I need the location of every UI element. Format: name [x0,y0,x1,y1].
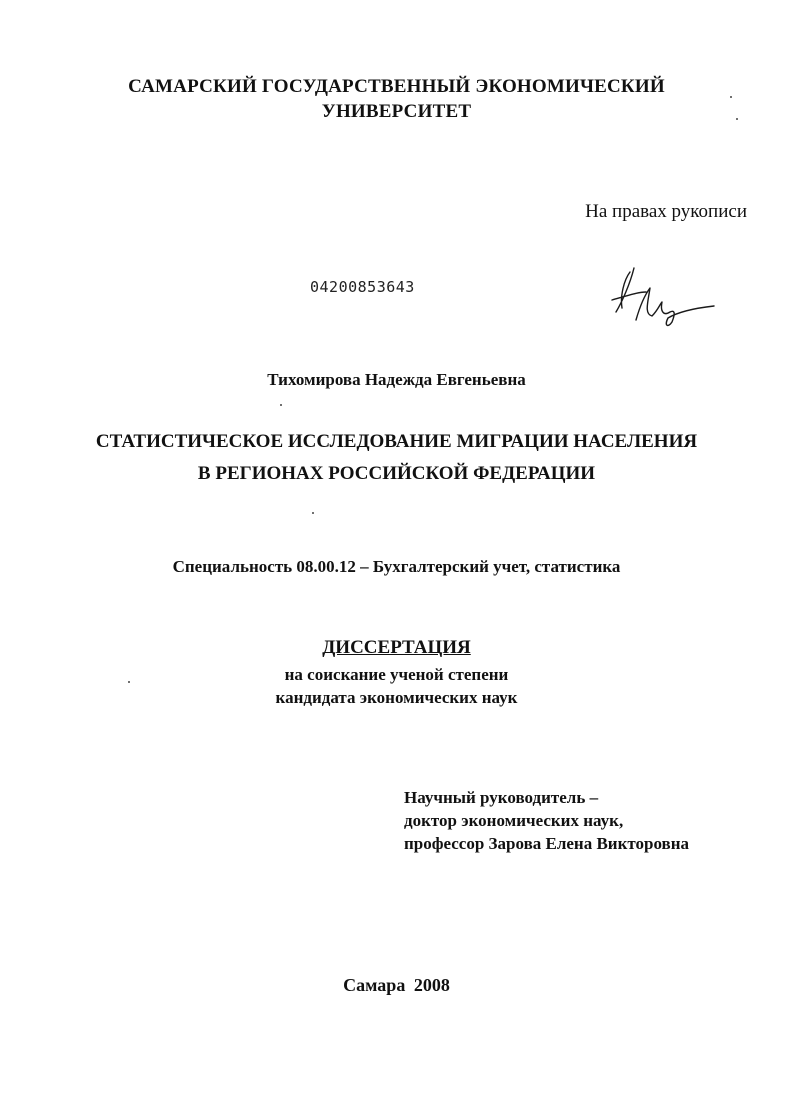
manuscript-rights-note: На правах рукописи [585,201,747,222]
degree-description [0,663,793,709]
inventory-number: 04200853643 [310,278,415,296]
scan-speck [312,512,314,514]
scientific-advisor [404,786,689,855]
title-line-1: СТАТИСТИЧЕСКОЕ ИССЛЕДОВАНИЕ МИГРАЦИИ НАСЕЛЕНИЯ [95,431,698,452]
scan-speck [736,118,738,120]
dissertation-title [0,426,793,490]
advisor-line-3: профессор Зарова Елена Викторовна [404,834,690,853]
scan-speck [280,404,282,406]
degree-line-2: кандидата экономических наук [275,688,518,707]
signature [608,262,720,332]
advisor-line-1: Научный руководитель – [404,788,599,807]
scan-speck [128,681,130,683]
scan-speck [730,96,732,98]
specialty: Специальность 08.00.12 – Бухгалтерский учет, статистика [172,557,621,576]
university-line-1: САМАРСКИЙ ГОСУДАРСТВЕННЫЙ ЭКОНОМИЧЕСКИЙ [128,76,665,97]
university-line-2: УНИВЕРСИТЕТ [321,101,472,122]
author-name: Тихомирова Надежда Евгеньевна [267,370,526,389]
dissertation-heading: ДИССЕРТАЦИЯ [322,637,471,658]
city-year: Самара 2008 [343,975,450,995]
title-line-2: В РЕГИОНАХ РОССИЙСКОЙ ФЕДЕРАЦИИ [197,463,596,484]
degree-line-1: на соискание ученой степени [284,665,509,684]
advisor-line-2: доктор экономических наук, [404,811,624,830]
university-name [0,74,793,124]
